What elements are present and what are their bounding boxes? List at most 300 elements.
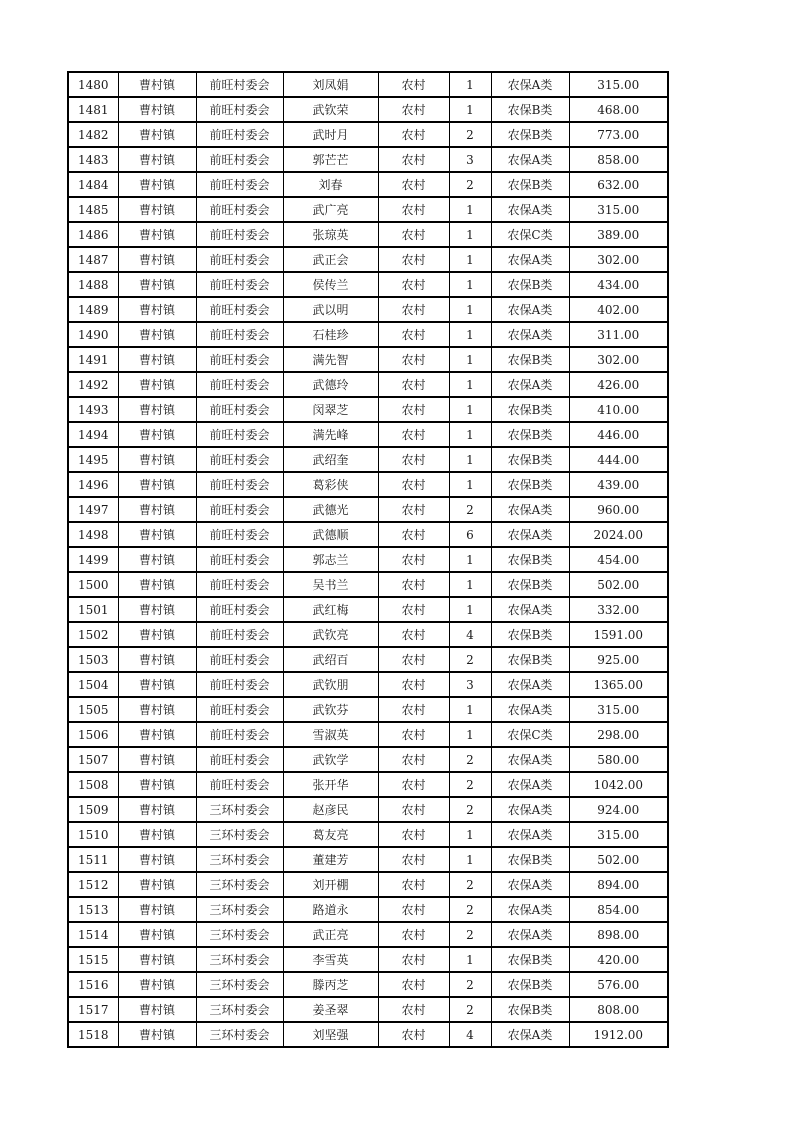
cell-category: 农保A类 (491, 697, 569, 722)
cell-amount: 1042.00 (569, 772, 668, 797)
table-row (68, 622, 668, 647)
cell-count: 1 (449, 97, 491, 122)
cell-category: 农保A类 (491, 822, 569, 847)
table-row (68, 772, 668, 797)
cell-type: 农村 (378, 872, 449, 897)
cell-name: 满先智 (283, 347, 378, 372)
cell-amount: 773.00 (569, 122, 668, 147)
table-body (68, 72, 668, 1047)
cell-name: 滕丙芝 (283, 972, 378, 997)
cell-village: 前旺村委会 (196, 247, 283, 272)
cell-amount: 402.00 (569, 297, 668, 322)
cell-village: 前旺村委会 (196, 222, 283, 247)
cell-serial: 1496 (68, 472, 118, 497)
cell-town: 曹村镇 (118, 897, 196, 922)
cell-name: 张琼英 (283, 222, 378, 247)
cell-category: 农保B类 (491, 997, 569, 1022)
cell-category: 农保B类 (491, 472, 569, 497)
cell-type: 农村 (378, 172, 449, 197)
cell-count: 2 (449, 972, 491, 997)
cell-category: 农保B类 (491, 122, 569, 147)
table-row (68, 297, 668, 322)
cell-amount: 434.00 (569, 272, 668, 297)
table-row (68, 672, 668, 697)
cell-type: 农村 (378, 972, 449, 997)
cell-type: 农村 (378, 947, 449, 972)
cell-count: 1 (449, 222, 491, 247)
cell-type: 农村 (378, 647, 449, 672)
cell-type: 农村 (378, 1022, 449, 1047)
cell-type: 农村 (378, 372, 449, 397)
cell-category: 农保A类 (491, 247, 569, 272)
table-row (68, 497, 668, 522)
cell-amount: 894.00 (569, 872, 668, 897)
cell-category: 农保A类 (491, 747, 569, 772)
cell-town: 曹村镇 (118, 72, 196, 97)
cell-town: 曹村镇 (118, 847, 196, 872)
cell-category: 农保B类 (491, 347, 569, 372)
cell-town: 曹村镇 (118, 922, 196, 947)
cell-type: 农村 (378, 397, 449, 422)
cell-name: 武钦亮 (283, 622, 378, 647)
cell-town: 曹村镇 (118, 947, 196, 972)
cell-amount: 315.00 (569, 697, 668, 722)
cell-count: 1 (449, 847, 491, 872)
cell-town: 曹村镇 (118, 797, 196, 822)
cell-amount: 854.00 (569, 897, 668, 922)
cell-village: 前旺村委会 (196, 147, 283, 172)
table-row (68, 322, 668, 347)
cell-town: 曹村镇 (118, 197, 196, 222)
cell-category: 农保B类 (491, 422, 569, 447)
cell-category: 农保A类 (491, 497, 569, 522)
cell-amount: 925.00 (569, 647, 668, 672)
cell-serial: 1492 (68, 372, 118, 397)
cell-town: 曹村镇 (118, 422, 196, 447)
cell-name: 武以明 (283, 297, 378, 322)
cell-village: 前旺村委会 (196, 772, 283, 797)
cell-name: 赵彦民 (283, 797, 378, 822)
cell-serial: 1495 (68, 447, 118, 472)
cell-name: 刘开棚 (283, 872, 378, 897)
cell-category: 农保A类 (491, 797, 569, 822)
cell-count: 2 (449, 797, 491, 822)
cell-serial: 1481 (68, 97, 118, 122)
table-row (68, 522, 668, 547)
cell-amount: 302.00 (569, 347, 668, 372)
cell-type: 农村 (378, 922, 449, 947)
cell-serial: 1485 (68, 197, 118, 222)
cell-village: 三环村委会 (196, 847, 283, 872)
table-row (68, 472, 668, 497)
cell-town: 曹村镇 (118, 172, 196, 197)
table-row (68, 797, 668, 822)
cell-type: 农村 (378, 847, 449, 872)
cell-village: 前旺村委会 (196, 697, 283, 722)
cell-count: 1 (449, 297, 491, 322)
cell-amount: 315.00 (569, 72, 668, 97)
cell-category: 农保A类 (491, 872, 569, 897)
cell-village: 前旺村委会 (196, 122, 283, 147)
cell-count: 1 (449, 372, 491, 397)
cell-type: 农村 (378, 822, 449, 847)
table-row (68, 372, 668, 397)
cell-category: 农保A类 (491, 1022, 569, 1047)
cell-village: 三环村委会 (196, 1022, 283, 1047)
cell-amount: 410.00 (569, 397, 668, 422)
cell-type: 农村 (378, 72, 449, 97)
cell-serial: 1514 (68, 922, 118, 947)
cell-type: 农村 (378, 747, 449, 772)
cell-serial: 1516 (68, 972, 118, 997)
cell-town: 曹村镇 (118, 722, 196, 747)
cell-name: 武钦朋 (283, 672, 378, 697)
cell-count: 2 (449, 772, 491, 797)
cell-village: 前旺村委会 (196, 472, 283, 497)
table-row (68, 722, 668, 747)
cell-count: 1 (449, 822, 491, 847)
cell-count: 3 (449, 672, 491, 697)
table-row (68, 197, 668, 222)
cell-amount: 1365.00 (569, 672, 668, 697)
cell-village: 前旺村委会 (196, 672, 283, 697)
cell-amount: 632.00 (569, 172, 668, 197)
cell-type: 农村 (378, 997, 449, 1022)
cell-count: 2 (449, 497, 491, 522)
cell-name: 郭芒芒 (283, 147, 378, 172)
cell-type: 农村 (378, 322, 449, 347)
cell-name: 武钦芬 (283, 697, 378, 722)
cell-amount: 420.00 (569, 947, 668, 972)
cell-town: 曹村镇 (118, 372, 196, 397)
cell-town: 曹村镇 (118, 122, 196, 147)
cell-town: 曹村镇 (118, 997, 196, 1022)
cell-type: 农村 (378, 197, 449, 222)
cell-type: 农村 (378, 597, 449, 622)
table-row (68, 872, 668, 897)
cell-type: 农村 (378, 622, 449, 647)
table-row (68, 697, 668, 722)
cell-name: 侯传兰 (283, 272, 378, 297)
cell-count: 1 (449, 422, 491, 447)
cell-category: 农保A类 (491, 197, 569, 222)
cell-town: 曹村镇 (118, 647, 196, 672)
cell-serial: 1502 (68, 622, 118, 647)
cell-amount: 315.00 (569, 197, 668, 222)
cell-category: 农保A类 (491, 322, 569, 347)
cell-village: 三环村委会 (196, 997, 283, 1022)
cell-type: 农村 (378, 447, 449, 472)
cell-serial: 1497 (68, 497, 118, 522)
cell-count: 1 (449, 547, 491, 572)
cell-name: 董建芳 (283, 847, 378, 872)
cell-amount: 858.00 (569, 147, 668, 172)
cell-serial: 1488 (68, 272, 118, 297)
cell-name: 路道永 (283, 897, 378, 922)
cell-category: 农保A类 (491, 522, 569, 547)
cell-village: 前旺村委会 (196, 422, 283, 447)
cell-village: 三环村委会 (196, 822, 283, 847)
cell-village: 前旺村委会 (196, 372, 283, 397)
cell-name: 武时月 (283, 122, 378, 147)
cell-name: 刘凤娟 (283, 72, 378, 97)
cell-amount: 468.00 (569, 97, 668, 122)
cell-amount: 898.00 (569, 922, 668, 947)
cell-town: 曹村镇 (118, 572, 196, 597)
table-row (68, 247, 668, 272)
cell-amount: 580.00 (569, 747, 668, 772)
cell-village: 三环村委会 (196, 922, 283, 947)
table-row (68, 147, 668, 172)
cell-count: 1 (449, 72, 491, 97)
cell-village: 前旺村委会 (196, 297, 283, 322)
cell-serial: 1499 (68, 547, 118, 572)
cell-name: 武红梅 (283, 597, 378, 622)
cell-category: 农保B类 (491, 572, 569, 597)
cell-village: 前旺村委会 (196, 397, 283, 422)
cell-village: 前旺村委会 (196, 722, 283, 747)
cell-count: 2 (449, 747, 491, 772)
cell-serial: 1511 (68, 847, 118, 872)
table-row (68, 597, 668, 622)
cell-town: 曹村镇 (118, 872, 196, 897)
cell-town: 曹村镇 (118, 672, 196, 697)
table-row (68, 572, 668, 597)
cell-village: 前旺村委会 (196, 272, 283, 297)
cell-town: 曹村镇 (118, 222, 196, 247)
cell-name: 石桂珍 (283, 322, 378, 347)
table-row (68, 647, 668, 672)
cell-type: 农村 (378, 522, 449, 547)
cell-count: 1 (449, 472, 491, 497)
cell-serial: 1512 (68, 872, 118, 897)
cell-amount: 924.00 (569, 797, 668, 822)
table-row (68, 222, 668, 247)
table-row (68, 397, 668, 422)
cell-village: 前旺村委会 (196, 347, 283, 372)
cell-amount: 444.00 (569, 447, 668, 472)
cell-type: 农村 (378, 672, 449, 697)
table-row (68, 972, 668, 997)
cell-serial: 1517 (68, 997, 118, 1022)
cell-village: 三环村委会 (196, 872, 283, 897)
cell-name: 葛友亮 (283, 822, 378, 847)
cell-amount: 446.00 (569, 422, 668, 447)
cell-name: 武钦学 (283, 747, 378, 772)
cell-village: 前旺村委会 (196, 622, 283, 647)
cell-category: 农保C类 (491, 722, 569, 747)
cell-village: 前旺村委会 (196, 547, 283, 572)
cell-serial: 1487 (68, 247, 118, 272)
cell-count: 2 (449, 122, 491, 147)
cell-count: 4 (449, 622, 491, 647)
cell-amount: 502.00 (569, 572, 668, 597)
cell-category: 农保B类 (491, 647, 569, 672)
cell-name: 武广亮 (283, 197, 378, 222)
cell-town: 曹村镇 (118, 322, 196, 347)
cell-serial: 1486 (68, 222, 118, 247)
cell-serial: 1515 (68, 947, 118, 972)
cell-town: 曹村镇 (118, 497, 196, 522)
cell-type: 农村 (378, 897, 449, 922)
cell-village: 前旺村委会 (196, 522, 283, 547)
cell-town: 曹村镇 (118, 622, 196, 647)
cell-village: 前旺村委会 (196, 597, 283, 622)
cell-type: 农村 (378, 222, 449, 247)
table-row (68, 272, 668, 297)
cell-village: 三环村委会 (196, 897, 283, 922)
cell-town: 曹村镇 (118, 747, 196, 772)
cell-amount: 502.00 (569, 847, 668, 872)
cell-amount: 302.00 (569, 247, 668, 272)
table-row (68, 822, 668, 847)
cell-count: 2 (449, 997, 491, 1022)
cell-amount: 1912.00 (569, 1022, 668, 1047)
cell-category: 农保A类 (491, 772, 569, 797)
cell-count: 6 (449, 522, 491, 547)
table-row (68, 947, 668, 972)
cell-serial: 1498 (68, 522, 118, 547)
cell-amount: 298.00 (569, 722, 668, 747)
cell-town: 曹村镇 (118, 97, 196, 122)
cell-count: 1 (449, 347, 491, 372)
cell-count: 1 (449, 247, 491, 272)
cell-town: 曹村镇 (118, 147, 196, 172)
cell-town: 曹村镇 (118, 247, 196, 272)
cell-count: 2 (449, 647, 491, 672)
cell-town: 曹村镇 (118, 522, 196, 547)
cell-amount: 311.00 (569, 322, 668, 347)
cell-serial: 1510 (68, 822, 118, 847)
cell-type: 农村 (378, 547, 449, 572)
cell-name: 武正亮 (283, 922, 378, 947)
cell-category: 农保A类 (491, 372, 569, 397)
cell-name: 吴书兰 (283, 572, 378, 597)
cell-town: 曹村镇 (118, 472, 196, 497)
cell-town: 曹村镇 (118, 272, 196, 297)
cell-town: 曹村镇 (118, 547, 196, 572)
cell-category: 农保A类 (491, 147, 569, 172)
cell-serial: 1513 (68, 897, 118, 922)
cell-village: 前旺村委会 (196, 447, 283, 472)
cell-type: 农村 (378, 472, 449, 497)
cell-count: 2 (449, 872, 491, 897)
cell-amount: 960.00 (569, 497, 668, 522)
table-row (68, 122, 668, 147)
cell-type: 农村 (378, 347, 449, 372)
cell-village: 三环村委会 (196, 947, 283, 972)
cell-serial: 1482 (68, 122, 118, 147)
cell-serial: 1483 (68, 147, 118, 172)
cell-serial: 1509 (68, 797, 118, 822)
cell-village: 前旺村委会 (196, 647, 283, 672)
cell-name: 武德玲 (283, 372, 378, 397)
cell-category: 农保B类 (491, 622, 569, 647)
cell-serial: 1505 (68, 697, 118, 722)
cell-category: 农保B类 (491, 172, 569, 197)
cell-count: 1 (449, 322, 491, 347)
cell-serial: 1504 (68, 672, 118, 697)
table-row (68, 422, 668, 447)
cell-town: 曹村镇 (118, 597, 196, 622)
cell-count: 2 (449, 172, 491, 197)
cell-town: 曹村镇 (118, 972, 196, 997)
cell-category: 农保B类 (491, 447, 569, 472)
cell-name: 姜圣翠 (283, 997, 378, 1022)
cell-name: 武绍奎 (283, 447, 378, 472)
cell-count: 1 (449, 447, 491, 472)
cell-town: 曹村镇 (118, 822, 196, 847)
cell-count: 1 (449, 272, 491, 297)
cell-count: 1 (449, 597, 491, 622)
cell-name: 郭志兰 (283, 547, 378, 572)
cell-village: 前旺村委会 (196, 572, 283, 597)
cell-village: 前旺村委会 (196, 72, 283, 97)
cell-category: 农保B类 (491, 847, 569, 872)
cell-category: 农保A类 (491, 597, 569, 622)
cell-name: 武钦荣 (283, 97, 378, 122)
cell-serial: 1484 (68, 172, 118, 197)
cell-village: 三环村委会 (196, 972, 283, 997)
cell-type: 农村 (378, 497, 449, 522)
cell-type: 农村 (378, 247, 449, 272)
cell-category: 农保A类 (491, 72, 569, 97)
cell-serial: 1506 (68, 722, 118, 747)
cell-amount: 389.00 (569, 222, 668, 247)
cell-village: 前旺村委会 (196, 172, 283, 197)
cell-count: 1 (449, 397, 491, 422)
cell-type: 农村 (378, 297, 449, 322)
table-row (68, 547, 668, 572)
cell-amount: 576.00 (569, 972, 668, 997)
cell-count: 1 (449, 572, 491, 597)
cell-name: 武德顺 (283, 522, 378, 547)
cell-serial: 1507 (68, 747, 118, 772)
cell-name: 刘春 (283, 172, 378, 197)
cell-category: 农保B类 (491, 972, 569, 997)
cell-name: 武德光 (283, 497, 378, 522)
cell-name: 刘坚强 (283, 1022, 378, 1047)
cell-name: 武绍百 (283, 647, 378, 672)
cell-count: 2 (449, 897, 491, 922)
cell-serial: 1480 (68, 72, 118, 97)
table-row (68, 847, 668, 872)
table-row (68, 347, 668, 372)
cell-count: 4 (449, 1022, 491, 1047)
cell-category: 农保B类 (491, 547, 569, 572)
cell-category: 农保A类 (491, 672, 569, 697)
cell-type: 农村 (378, 122, 449, 147)
cell-serial: 1494 (68, 422, 118, 447)
table-row (68, 97, 668, 122)
cell-category: 农保B类 (491, 97, 569, 122)
cell-count: 1 (449, 722, 491, 747)
cell-amount: 2024.00 (569, 522, 668, 547)
cell-serial: 1490 (68, 322, 118, 347)
cell-type: 农村 (378, 422, 449, 447)
cell-category: 农保A类 (491, 297, 569, 322)
cell-name: 满先峰 (283, 422, 378, 447)
cell-count: 1 (449, 947, 491, 972)
cell-type: 农村 (378, 97, 449, 122)
cell-serial: 1503 (68, 647, 118, 672)
table-row (68, 1022, 668, 1047)
cell-amount: 315.00 (569, 822, 668, 847)
cell-type: 农村 (378, 572, 449, 597)
cell-amount: 1591.00 (569, 622, 668, 647)
cell-village: 前旺村委会 (196, 497, 283, 522)
cell-amount: 454.00 (569, 547, 668, 572)
